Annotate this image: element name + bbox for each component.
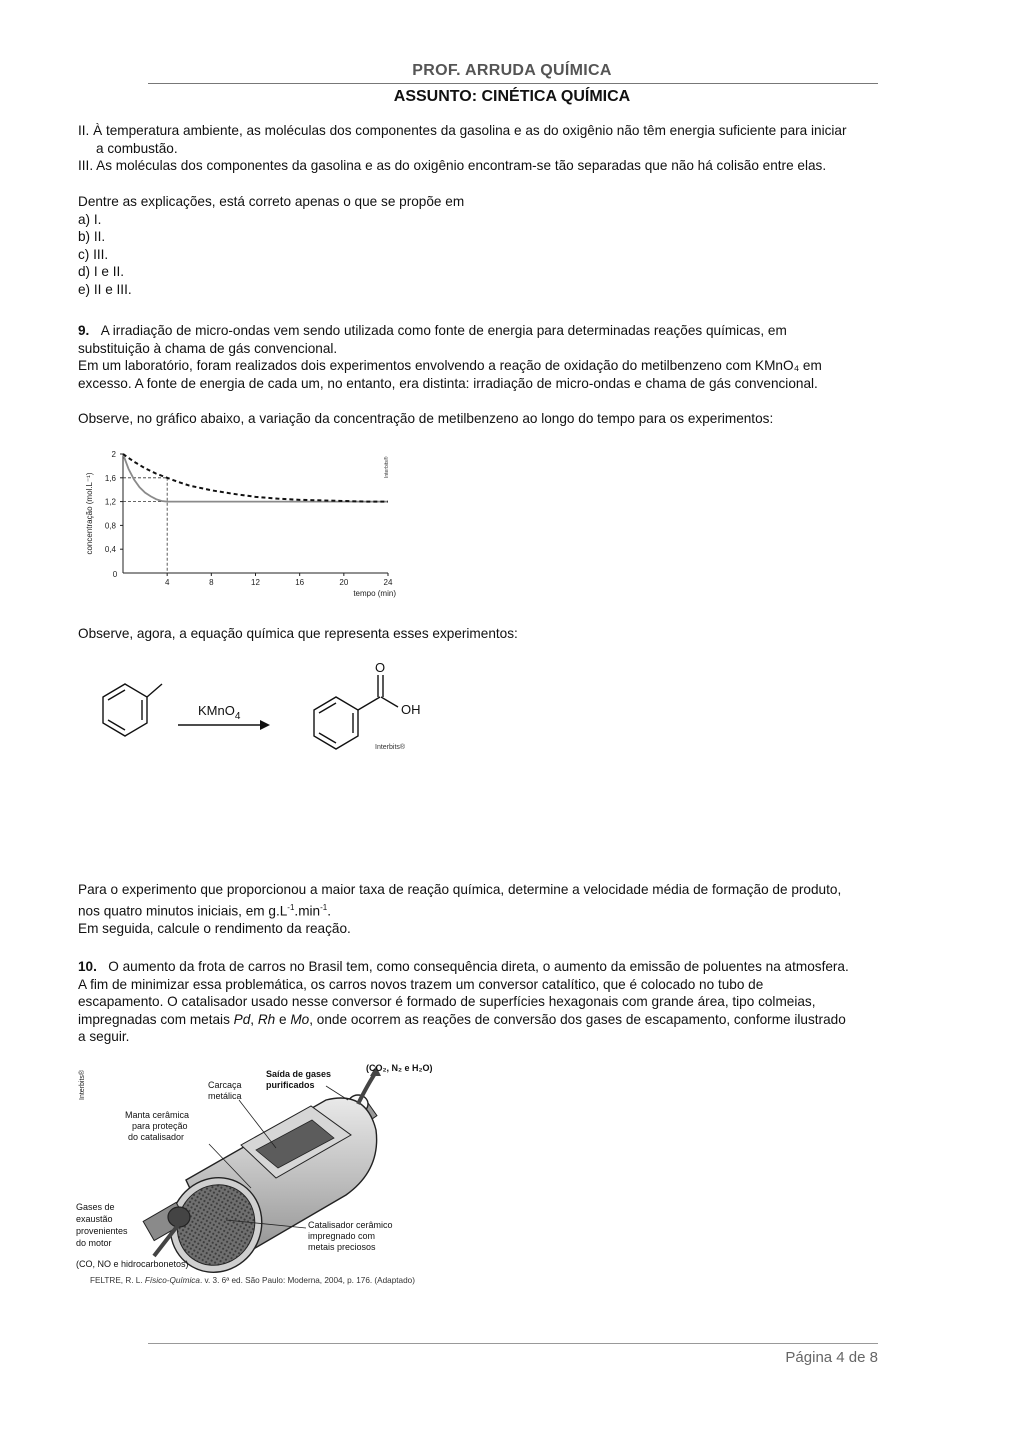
q10-line-5: a seguir.: [78, 1029, 130, 1044]
chart-credit: Interbits®: [384, 456, 390, 478]
inlet-label-4: do motor: [76, 1238, 112, 1248]
q9-task-line-3: Em seguida, calcule o rendimento da reação.: [78, 920, 351, 936]
catalyst-label-2: impregnado com: [308, 1231, 376, 1241]
y-tick-label: 0,4: [104, 545, 116, 555]
converter-credit: Interbits®: [79, 1069, 86, 1100]
q10-line-2: A fim de minimizar essa problemática, os carros novos trazem um conversor catalítico, que é colocado no tubo de: [78, 976, 764, 992]
x-tick-label: 0: [112, 570, 118, 579]
q8-prompt: Dentre as explicações, está correto apenas o que se propõe em: [78, 194, 465, 209]
footer-rule: [148, 1343, 878, 1344]
q9-line-1: 9. A irradiação de micro-ondas vem sendo utilizada como fonte de energia para determinadas reações químicas, em: [78, 323, 787, 338]
x-tick-label: 12: [251, 578, 260, 587]
q8-item-3: III. As moléculas dos componentes da gasolina e as do oxigênio encontram-se tão separadas que não há colisão entre elas.: [78, 158, 827, 173]
reaction-arrow: [178, 720, 270, 730]
inlet-label-3: provenientes: [76, 1226, 128, 1236]
q8-items: [78, 122, 958, 175]
y-tick-label: 1,6: [104, 473, 116, 483]
shell-label-2: metálica: [208, 1091, 242, 1101]
outlet-title-2: purificados: [266, 1080, 315, 1090]
q9-equation-prompt: Observe, agora, a equação química que representa esses experimentos:: [78, 626, 518, 641]
x-axis-label: tempo (min): [353, 589, 396, 598]
q10-line-1: 10. O aumento da frota de carros no Brasil tem, como consequência direta, o aumento da emissão de poluentes na atmosfera.: [78, 959, 849, 974]
q8-option-e: e) II e III.: [78, 281, 132, 297]
x-tick-label: 20: [339, 578, 349, 587]
q8-option-d: d) I e II.: [78, 264, 125, 279]
x-tick-label: 4: [164, 578, 170, 587]
q10-text: [78, 958, 958, 1046]
x-tick-label: 16: [295, 578, 305, 587]
shell-label-1: Carcaça: [208, 1080, 242, 1090]
methyl-bond: [147, 684, 162, 697]
inlet-label-2: exaustão: [76, 1214, 113, 1224]
hydroxyl-label: OH: [401, 702, 421, 717]
y-tick-label: 0,8: [104, 521, 116, 531]
header-title: PROF. ARRUDA QUÍMICA: [412, 62, 612, 79]
concentration-chart: [78, 448, 418, 608]
x-tick-label: 8: [209, 578, 214, 587]
series-dashed-line: [123, 454, 388, 502]
q9-intro: [78, 322, 958, 392]
q9-line-4: excesso. A fonte de energia de cada um, no entanto, era distinta: irradiação de micro-ondas e chama de gás convencional.: [78, 375, 818, 391]
q8-option-a: a) I.: [78, 211, 102, 227]
page-number: Página 4 de 8: [785, 1349, 878, 1366]
y-axis-label: concentração (mol.L⁻¹): [85, 472, 94, 555]
catalyst-label-3: metais preciosos: [308, 1242, 376, 1252]
inlet-gases: (CO, NO e hidrocarbonetos): [76, 1259, 189, 1269]
q8-option-b: b) II.: [78, 229, 106, 244]
q9-line-3: Em um laboratório, foram realizados dois experimentos envolvendo a reação de oxidação do metilbenzeno com KMnO₄ em: [78, 358, 822, 373]
q9-task: [78, 881, 958, 937]
y-tick-label: 1,2: [104, 497, 116, 507]
reagent-label: KMnO$_4$: [198, 703, 241, 722]
q8-options: [78, 193, 958, 298]
benzoic-acid-structure: [314, 675, 398, 749]
y-tick-label: 2: [111, 450, 116, 459]
outlet-title-1: Saída de gases: [266, 1069, 332, 1079]
carbonyl-oxygen-label: O: [375, 660, 386, 675]
equation-credit: Interbits®: [375, 744, 406, 751]
x-tick-label: 24: [383, 578, 393, 587]
q10-number: 10.: [78, 959, 97, 974]
mat-label-3: do catalisador: [128, 1132, 185, 1142]
catalytic-converter-illustration: [76, 1060, 456, 1292]
outlet-gases: (CO₂, N₂ e H₂O): [366, 1063, 433, 1073]
mat-label-1: Manta cerâmica: [125, 1110, 190, 1120]
q9-line-2: substituição à chama de gás convencional.: [78, 340, 338, 356]
catalyst-label-1: Catalisador cerâmico: [308, 1220, 393, 1230]
q8-item-2: II. À temperatura ambiente, as moléculas dos componentes da gasolina e as do oxigênio não têm energia suficiente para iniciar: [78, 123, 847, 138]
q8-option-c: c) III.: [78, 246, 109, 262]
header-subject: ASSUNTO: CINÉTICA QUÍMICA: [393, 88, 631, 105]
toluene-structure: [103, 684, 162, 736]
q9-task-line-1: Para o experimento que proporcionou a maior taxa de reação química, determine a velocidade média de formação de produto,: [78, 882, 842, 897]
illustration-source: FELTRE, R. L. Físico-Química. v. 3. 6ª ed. São Paulo: Moderna, 2004, p. 176. (Adaptado): [90, 1276, 415, 1285]
q9-number: 9.: [78, 323, 90, 338]
mat-label-2: para proteção: [132, 1121, 188, 1131]
q9-task-line-2: nos quatro minutos iniciais, em $g.L^{-1}.\min^{-1}$.: [78, 902, 332, 919]
header-rule: [148, 83, 878, 84]
series-solid-line: [123, 454, 388, 502]
q10-line-4: impregnadas com metais Pd, Rh e Mo, onde ocorrem as reações de conversão dos gases de escapamento, conforme ilustrado: [78, 1011, 846, 1027]
q8-item-2-cont: a combustão.: [96, 140, 178, 156]
q10-line-3: escapamento. O catalisador usado nesse conversor é formado de superfícies hexagonais com grande área, tipo colmeias,: [78, 994, 816, 1009]
chemical-equation: [70, 655, 450, 770]
q9-graph-prompt: Observe, no gráfico abaixo, a variação da concentração de metilbenzeno ao longo do tempo para os experimentos:: [78, 411, 774, 426]
inlet-label-1: Gases de: [76, 1202, 115, 1212]
